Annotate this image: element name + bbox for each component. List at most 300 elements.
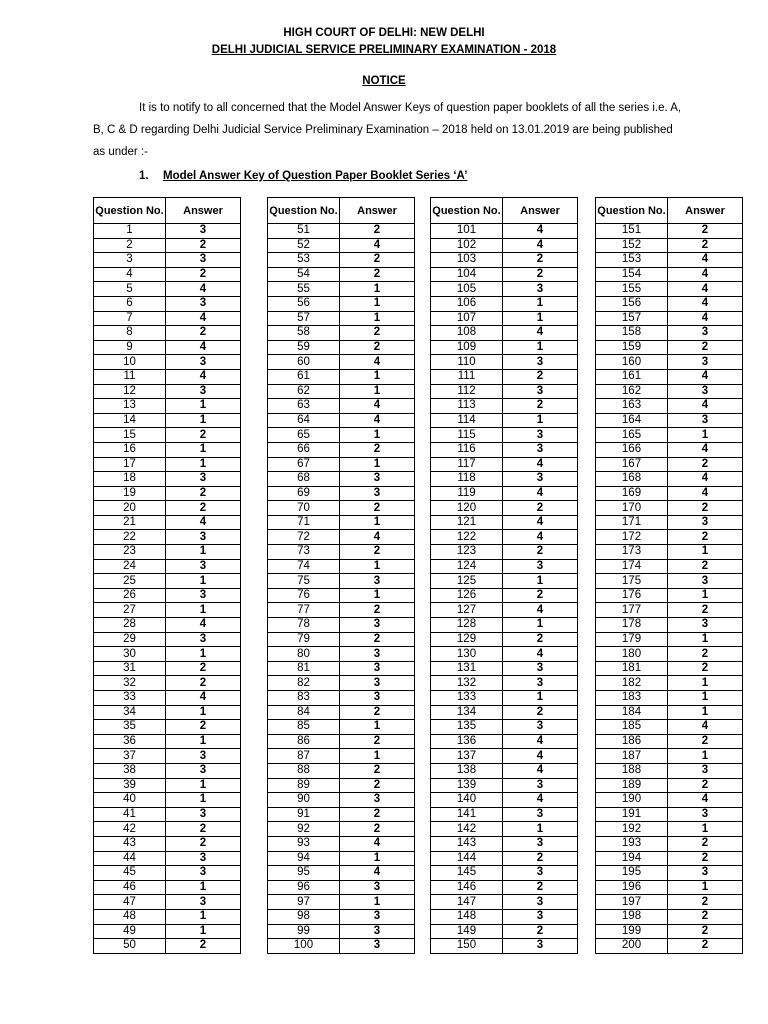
question-number: 27	[94, 603, 166, 618]
section-number: 1.	[139, 170, 149, 182]
question-number: 161	[596, 369, 668, 384]
question-number: 195	[596, 866, 668, 881]
answer-value: 2	[166, 428, 241, 443]
question-number: 126	[431, 588, 503, 603]
question-number: 176	[596, 588, 668, 603]
table-row	[431, 909, 578, 924]
answer-value: 4	[340, 413, 415, 428]
question-number: 92	[268, 822, 340, 837]
table-row	[431, 720, 578, 735]
table-row	[431, 574, 578, 589]
table-row	[268, 530, 415, 545]
answer-value: 4	[166, 311, 241, 326]
table-row	[94, 530, 241, 545]
answer-value: 3	[166, 355, 241, 370]
table-row	[94, 296, 241, 311]
answer-value: 3	[166, 296, 241, 311]
answer-value: 4	[503, 224, 578, 239]
answer-value: 4	[503, 749, 578, 764]
question-number: 118	[431, 472, 503, 487]
question-number: 187	[596, 749, 668, 764]
table-row	[596, 749, 743, 764]
table-row	[268, 822, 415, 837]
question-number: 18	[94, 472, 166, 487]
question-number: 13	[94, 399, 166, 414]
table-row	[431, 369, 578, 384]
table-row	[94, 282, 241, 297]
table-row	[431, 559, 578, 574]
answer-value: 1	[503, 691, 578, 706]
table-row	[596, 574, 743, 589]
answer-value: 1	[166, 574, 241, 589]
table-row	[94, 340, 241, 355]
table-row	[268, 545, 415, 560]
question-number: 124	[431, 559, 503, 574]
answer-value: 2	[340, 822, 415, 837]
table-row	[596, 734, 743, 749]
question-number: 131	[431, 661, 503, 676]
question-number: 43	[94, 836, 166, 851]
table-row	[431, 472, 578, 487]
question-number: 127	[431, 603, 503, 618]
question-number: 156	[596, 296, 668, 311]
answer-value: 3	[340, 574, 415, 589]
question-number: 29	[94, 632, 166, 647]
answer-value: 3	[340, 793, 415, 808]
question-number: 198	[596, 909, 668, 924]
table-row	[431, 399, 578, 414]
question-number: 69	[268, 486, 340, 501]
answer-value: 2	[340, 734, 415, 749]
table-row	[94, 880, 241, 895]
table-row	[268, 253, 415, 268]
answer-value: 3	[668, 515, 743, 530]
question-number: 144	[431, 851, 503, 866]
answer-value: 4	[503, 515, 578, 530]
answer-value: 1	[503, 413, 578, 428]
question-number: 72	[268, 530, 340, 545]
answer-value: 4	[166, 340, 241, 355]
answer-value: 3	[166, 763, 241, 778]
question-number: 114	[431, 413, 503, 428]
table-row	[268, 603, 415, 618]
question-number: 138	[431, 763, 503, 778]
answer-value: 2	[503, 588, 578, 603]
table-row	[596, 909, 743, 924]
question-number: 111	[431, 369, 503, 384]
answer-value: 2	[668, 778, 743, 793]
table-row	[596, 807, 743, 822]
question-number: 162	[596, 384, 668, 399]
answer-value: 4	[340, 399, 415, 414]
table-row	[596, 428, 743, 443]
answer-value: 1	[668, 822, 743, 837]
question-number: 15	[94, 428, 166, 443]
table-row	[431, 895, 578, 910]
table-row	[431, 880, 578, 895]
question-number: 66	[268, 442, 340, 457]
answer-value: 1	[503, 574, 578, 589]
question-number: 135	[431, 720, 503, 735]
answer-value: 4	[340, 355, 415, 370]
answer-value: 3	[166, 895, 241, 910]
table-row	[596, 603, 743, 618]
table-row	[431, 691, 578, 706]
table-row	[596, 866, 743, 881]
table-row	[94, 749, 241, 764]
question-number: 73	[268, 545, 340, 560]
question-number: 192	[596, 822, 668, 837]
question-number: 39	[94, 778, 166, 793]
table-row	[94, 486, 241, 501]
question-number: 160	[596, 355, 668, 370]
answer-value: 3	[166, 749, 241, 764]
table-row	[596, 311, 743, 326]
answer-value: 1	[503, 311, 578, 326]
answer-value: 3	[340, 486, 415, 501]
answer-value: 2	[668, 530, 743, 545]
table-row	[268, 807, 415, 822]
table-row	[268, 778, 415, 793]
question-number: 62	[268, 384, 340, 399]
table-row	[596, 442, 743, 457]
table-row	[431, 749, 578, 764]
answer-value: 4	[503, 734, 578, 749]
table-row	[596, 895, 743, 910]
table-row	[94, 939, 241, 954]
question-number: 132	[431, 676, 503, 691]
table-row	[596, 296, 743, 311]
question-number: 68	[268, 472, 340, 487]
question-number: 77	[268, 603, 340, 618]
question-number: 33	[94, 691, 166, 706]
answer-value: 2	[340, 545, 415, 560]
answer-value: 2	[668, 603, 743, 618]
question-number: 183	[596, 691, 668, 706]
table-row	[94, 384, 241, 399]
answer-value: 4	[668, 472, 743, 487]
question-number: 143	[431, 836, 503, 851]
question-number: 155	[596, 282, 668, 297]
answer-value: 4	[503, 530, 578, 545]
answer-value: 2	[340, 267, 415, 282]
answer-value: 2	[340, 326, 415, 341]
table-row	[94, 836, 241, 851]
table-row	[94, 603, 241, 618]
question-number: 81	[268, 661, 340, 676]
question-number: 102	[431, 238, 503, 253]
answer-value: 3	[166, 851, 241, 866]
question-number: 169	[596, 486, 668, 501]
answer-value: 4	[503, 763, 578, 778]
answer-value: 3	[340, 924, 415, 939]
table-row	[94, 793, 241, 808]
question-number: 3	[94, 253, 166, 268]
table-row	[431, 807, 578, 822]
question-number: 47	[94, 895, 166, 910]
table-row	[431, 326, 578, 341]
answer-value: 2	[503, 545, 578, 560]
table-row	[94, 661, 241, 676]
question-number: 100	[268, 939, 340, 954]
table-row	[431, 618, 578, 633]
table-row	[596, 588, 743, 603]
answer-value: 1	[166, 909, 241, 924]
question-number: 199	[596, 924, 668, 939]
question-number: 106	[431, 296, 503, 311]
answer-value: 2	[668, 340, 743, 355]
question-number: 60	[268, 355, 340, 370]
question-no-header: Question No.	[94, 198, 166, 224]
question-number: 172	[596, 530, 668, 545]
table-row	[94, 457, 241, 472]
table-row	[596, 369, 743, 384]
question-number: 110	[431, 355, 503, 370]
answer-header: Answer	[668, 198, 743, 224]
table-row	[431, 836, 578, 851]
table-row	[94, 720, 241, 735]
table-row	[94, 428, 241, 443]
answer-value: 3	[503, 559, 578, 574]
table-row	[94, 778, 241, 793]
section-title: Model Answer Key of Question Paper Booklet Series ‘A’	[163, 170, 468, 182]
question-number: 6	[94, 296, 166, 311]
answer-value: 3	[340, 939, 415, 954]
question-number: 50	[94, 939, 166, 954]
answer-value: 1	[166, 647, 241, 662]
table-row	[431, 647, 578, 662]
answer-value: 2	[340, 705, 415, 720]
table-row	[596, 224, 743, 239]
answer-value: 1	[340, 895, 415, 910]
question-number: 14	[94, 413, 166, 428]
answer-value: 2	[166, 720, 241, 735]
table-row	[94, 501, 241, 516]
answer-value: 1	[166, 442, 241, 457]
question-number: 51	[268, 224, 340, 239]
table-row	[431, 311, 578, 326]
table-row	[596, 880, 743, 895]
answer-value: 1	[668, 880, 743, 895]
table-row	[596, 457, 743, 472]
question-number: 70	[268, 501, 340, 516]
table-row	[596, 661, 743, 676]
answer-header: Answer	[503, 198, 578, 224]
question-number: 184	[596, 705, 668, 720]
table-row	[268, 851, 415, 866]
answer-value: 4	[668, 267, 743, 282]
table-row	[268, 909, 415, 924]
table-row	[94, 676, 241, 691]
table-row	[596, 822, 743, 837]
answer-value: 3	[503, 895, 578, 910]
answer-value: 1	[668, 676, 743, 691]
answer-value: 2	[503, 705, 578, 720]
answer-value: 4	[166, 282, 241, 297]
question-number: 97	[268, 895, 340, 910]
answer-value: 3	[668, 807, 743, 822]
table-row	[268, 457, 415, 472]
table-row	[94, 924, 241, 939]
question-number: 170	[596, 501, 668, 516]
answer-value: 4	[503, 238, 578, 253]
answer-value: 1	[340, 369, 415, 384]
question-number: 180	[596, 647, 668, 662]
answer-value: 3	[503, 384, 578, 399]
answer-value: 2	[503, 632, 578, 647]
answer-value: 1	[166, 413, 241, 428]
exam-title: DELHI JUDICIAL SERVICE PRELIMINARY EXAMINATION - 2018	[211, 44, 557, 56]
question-number: 173	[596, 545, 668, 560]
answer-value: 4	[668, 253, 743, 268]
question-number: 128	[431, 618, 503, 633]
table-row	[431, 267, 578, 282]
table-row	[94, 559, 241, 574]
question-number: 166	[596, 442, 668, 457]
answer-value: 3	[340, 691, 415, 706]
answer-value: 2	[503, 399, 578, 414]
table-row	[596, 647, 743, 662]
table-row	[431, 413, 578, 428]
answer-value: 1	[166, 734, 241, 749]
answer-value: 3	[166, 384, 241, 399]
table-row	[268, 588, 415, 603]
answer-value: 1	[340, 559, 415, 574]
answer-value: 2	[340, 340, 415, 355]
table-row	[431, 793, 578, 808]
question-number: 136	[431, 734, 503, 749]
question-number: 139	[431, 778, 503, 793]
question-number: 175	[596, 574, 668, 589]
answer-value: 1	[340, 749, 415, 764]
question-number: 46	[94, 880, 166, 895]
table-row	[431, 603, 578, 618]
question-number: 122	[431, 530, 503, 545]
question-number: 133	[431, 691, 503, 706]
table-row	[268, 486, 415, 501]
question-number: 25	[94, 574, 166, 589]
table-row	[268, 442, 415, 457]
answer-value: 4	[503, 793, 578, 808]
answer-value: 1	[503, 340, 578, 355]
table-row	[596, 618, 743, 633]
table-row	[596, 691, 743, 706]
answer-value: 3	[668, 413, 743, 428]
question-number: 171	[596, 515, 668, 530]
question-number: 10	[94, 355, 166, 370]
table-row	[431, 428, 578, 443]
answer-value: 4	[340, 238, 415, 253]
table-row	[94, 311, 241, 326]
question-number: 11	[94, 369, 166, 384]
answer-value: 3	[503, 442, 578, 457]
answer-value: 4	[166, 369, 241, 384]
answer-value: 1	[166, 778, 241, 793]
answer-value: 2	[668, 647, 743, 662]
answer-value: 4	[340, 530, 415, 545]
table-row	[94, 647, 241, 662]
question-number: 26	[94, 588, 166, 603]
question-number: 159	[596, 340, 668, 355]
answer-value: 1	[166, 399, 241, 414]
question-number: 53	[268, 253, 340, 268]
table-row	[94, 734, 241, 749]
answer-value: 1	[503, 618, 578, 633]
answer-value: 2	[340, 442, 415, 457]
question-number: 54	[268, 267, 340, 282]
answer-value: 2	[668, 836, 743, 851]
table-row	[94, 574, 241, 589]
question-number: 36	[94, 734, 166, 749]
question-number: 190	[596, 793, 668, 808]
notice-paragraph	[93, 97, 683, 163]
table-row	[596, 559, 743, 574]
question-number: 181	[596, 661, 668, 676]
answer-value: 3	[340, 661, 415, 676]
answer-value: 1	[340, 282, 415, 297]
table-row	[431, 734, 578, 749]
question-number: 142	[431, 822, 503, 837]
answer-value: 4	[340, 866, 415, 881]
answer-value: 2	[340, 632, 415, 647]
question-number: 9	[94, 340, 166, 355]
table-row	[94, 618, 241, 633]
answer-value: 2	[668, 851, 743, 866]
question-number: 196	[596, 880, 668, 895]
question-number: 168	[596, 472, 668, 487]
table-row	[94, 253, 241, 268]
table-row	[431, 866, 578, 881]
question-number: 82	[268, 676, 340, 691]
table-row	[431, 851, 578, 866]
table-row	[431, 632, 578, 647]
question-number: 85	[268, 720, 340, 735]
question-number: 120	[431, 501, 503, 516]
question-number: 150	[431, 939, 503, 954]
table-row	[431, 224, 578, 239]
answer-value: 4	[668, 369, 743, 384]
question-number: 123	[431, 545, 503, 560]
answer-value: 1	[166, 705, 241, 720]
table-row	[268, 705, 415, 720]
question-number: 28	[94, 618, 166, 633]
table-row	[596, 836, 743, 851]
answer-header: Answer	[340, 198, 415, 224]
table-row	[268, 428, 415, 443]
answer-value: 1	[668, 749, 743, 764]
table-row	[431, 924, 578, 939]
question-number: 200	[596, 939, 668, 954]
table-row	[94, 442, 241, 457]
answer-value: 2	[668, 238, 743, 253]
answer-value: 4	[503, 603, 578, 618]
table-row	[431, 778, 578, 793]
question-number: 158	[596, 326, 668, 341]
table-row	[94, 588, 241, 603]
table-row	[596, 778, 743, 793]
table-row	[268, 472, 415, 487]
answer-value: 1	[668, 632, 743, 647]
answer-value: 3	[503, 807, 578, 822]
table-row	[596, 851, 743, 866]
answer-value: 1	[668, 428, 743, 443]
answer-value: 4	[668, 720, 743, 735]
answer-value: 1	[668, 588, 743, 603]
question-number: 112	[431, 384, 503, 399]
question-number: 55	[268, 282, 340, 297]
table-row	[94, 413, 241, 428]
answer-value: 2	[166, 486, 241, 501]
